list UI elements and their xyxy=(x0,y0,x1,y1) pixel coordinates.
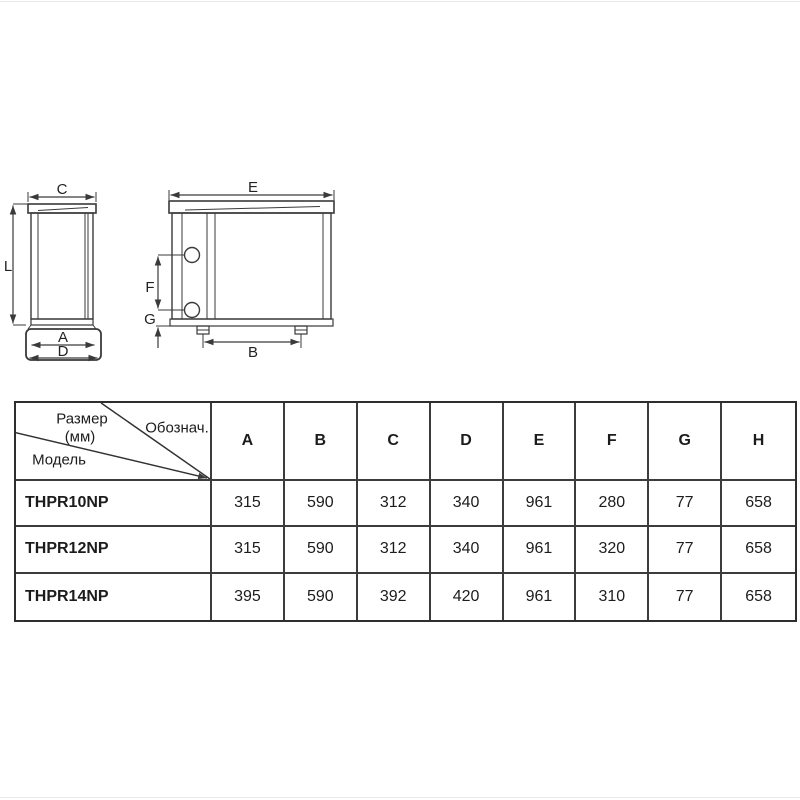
dimension-value: 340 xyxy=(431,481,504,527)
dimension-value: 77 xyxy=(649,527,722,573)
dimension-value: 961 xyxy=(504,574,577,620)
lower-pipe-port xyxy=(185,303,200,318)
column-header-g: G xyxy=(649,403,722,481)
dim-label-e: E xyxy=(247,179,259,196)
corner-size-label: Размер xyxy=(56,410,108,428)
front-view-drawing xyxy=(156,190,334,348)
dimension-value: 590 xyxy=(285,574,358,620)
dimension-value: 312 xyxy=(358,481,431,527)
dimension-value: 77 xyxy=(649,574,722,620)
corner-size-unit: (мм) xyxy=(64,428,96,446)
dimension-value: 658 xyxy=(722,481,795,527)
column-header-a: A xyxy=(212,403,285,481)
dimension-value: 658 xyxy=(722,527,795,573)
model-name: THPR14NP xyxy=(16,574,212,620)
dimension-value: 590 xyxy=(285,481,358,527)
dim-label-d: D xyxy=(57,343,69,360)
model-name: THPR10NP xyxy=(16,481,212,527)
dim-label-l: L xyxy=(3,258,13,275)
dimension-value: 320 xyxy=(576,527,649,573)
dimension-value: 315 xyxy=(212,527,285,573)
column-header-e: E xyxy=(504,403,577,481)
dimension-value: 590 xyxy=(285,527,358,573)
dimension-value: 961 xyxy=(504,481,577,527)
dim-label-a: A xyxy=(57,329,69,346)
dimensions-table xyxy=(14,401,797,622)
dimension-value: 310 xyxy=(576,574,649,620)
model-name: THPR12NP xyxy=(16,527,212,573)
column-header-c: C xyxy=(358,403,431,481)
dimension-value: 961 xyxy=(504,527,577,573)
upper-pipe-port xyxy=(185,248,200,263)
column-header-f: F xyxy=(576,403,649,481)
column-header-b: B xyxy=(285,403,358,481)
dimension-value: 280 xyxy=(576,481,649,527)
table-corner-cell xyxy=(16,403,212,481)
dimension-value: 395 xyxy=(212,574,285,620)
dimension-value: 315 xyxy=(212,481,285,527)
dim-label-f: F xyxy=(145,279,155,296)
column-header-h: H xyxy=(722,403,795,481)
dimension-value: 420 xyxy=(431,574,504,620)
dimension-value: 77 xyxy=(649,481,722,527)
corner-model-label: Модель xyxy=(32,451,86,469)
dimension-value: 392 xyxy=(358,574,431,620)
dimension-value: 312 xyxy=(358,527,431,573)
dimension-value: 658 xyxy=(745,587,772,605)
dimension-value: 340 xyxy=(431,527,504,573)
corner-designation-label: Обознач. xyxy=(145,419,209,437)
dim-label-c: C xyxy=(56,181,68,198)
dim-label-b: B xyxy=(247,344,259,361)
dim-label-g: G xyxy=(144,311,156,328)
column-header-d: D xyxy=(431,403,504,481)
